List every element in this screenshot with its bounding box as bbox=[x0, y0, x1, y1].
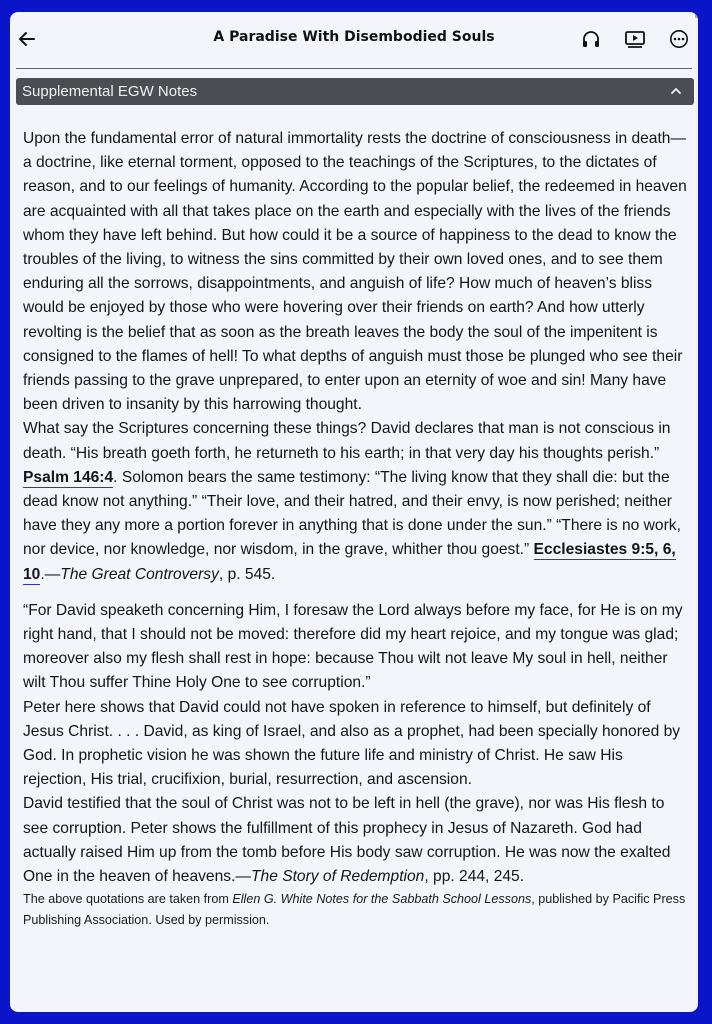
footnote bbox=[23, 889, 688, 931]
paragraph bbox=[23, 792, 688, 889]
scripture-link-psalm[interactable]: Psalm 146:4 bbox=[23, 468, 114, 486]
paragraph-text: .— bbox=[40, 565, 61, 583]
header-actions bbox=[578, 26, 692, 52]
source-title: The Great Controversy bbox=[60, 565, 219, 583]
scripture-link-ecclesiastes[interactable]: Ecclesiastes 9:5, 6, 10 bbox=[23, 541, 676, 583]
app-window bbox=[10, 12, 698, 1012]
paragraph-text: David testified that the soul of Christ was not to be left in hell (the grave), nor was His flesh to see corruption. Peter shows the fulfillment of this prophecy in Jesus of Nazareth. God had actually raised Him up from the tomb before His body saw corruption. He was now the exalted One in the heaven of heavens.— bbox=[23, 795, 671, 886]
paragraph: Upon the fundamental error of natural immortality rests the doctrine of consciousness in death—a doctrine, like eternal torment, opposed to the teachings of the Scriptures, to the dictates of reason, and to our feelings of humanity. According to the popular belief, the redeemed in heaven are acquainted with all that takes place on the earth and especially with the lives of the friends whom they have left behind. But how could it be a source of happiness to the dead to know the troubles of the living, to witness the sins committed by their own loved ones, and to see them enduring all the sorrows, disappointments, and anguish of life? How much of heaven’s bliss would be enjoyed by those who were hovering over their friends on earth? And how utterly revolting is the belief that as soon as the breath leaves the body the soul of the impenitent is consigned to the flames of hell! To what depths of anguish must those be plunged who see their friends passing to the grave unprepared, to enter upon an eternity of woe and sin! Many have been driven to insanity by this harrowing thought. bbox=[23, 130, 687, 414]
more-options-icon[interactable] bbox=[666, 26, 692, 52]
footnote-source: Ellen G. White Notes for the Sabbath School Lessons bbox=[232, 892, 532, 907]
section-header[interactable] bbox=[16, 78, 694, 105]
section-title: Supplemental EGW Notes bbox=[22, 83, 198, 100]
page-title: A Paradise With Disembodied Souls bbox=[213, 29, 495, 45]
footnote-text: The above quotations are taken from bbox=[23, 892, 233, 907]
paragraph bbox=[23, 417, 688, 586]
top-bar bbox=[10, 12, 698, 66]
paragraph-text: , pp. 244, 245. bbox=[424, 868, 525, 886]
footnote-text: , published by Pacific Press Publishing Association. Used by permission. bbox=[23, 892, 686, 928]
headphones-icon[interactable] bbox=[578, 26, 604, 52]
chevron-up-icon[interactable] bbox=[668, 83, 684, 99]
paragraph-text: What say the Scriptures concerning these things? David declares that man is not conscious in death. “His breath goeth forth, he returneth to his earth; in that very day his thoughts perish.” bbox=[23, 420, 671, 462]
paragraph: “For David speaketh concerning Him, I foresaw the Lord always before my face, for He is on my right hand, that I should not be moved: therefore did my heart rejoice, and my tongue was glad; moreover also my flesh shall rest in hope: because Thou wilt not leave My soul in hell, neither wilt Thou suffer Thine Holy One to see corruption.” bbox=[23, 601, 683, 692]
paragraph-text: . Solomon bears the same testimony: “The living know that they shall die: but the dead know not anything.” “Their love, and their hatred, and their envy, is now perished; neither have they any more a portion forever in anything that is done under the sun.” “There is no work, nor device, nor knowledge, nor wisdom, in the grave, whither thou goest.” bbox=[23, 468, 681, 559]
notes-content bbox=[23, 127, 688, 931]
play-video-icon[interactable] bbox=[622, 26, 648, 52]
source-title: The Story of Redemption bbox=[251, 868, 425, 886]
header-divider bbox=[16, 68, 692, 69]
paragraph-text: , p. 545. bbox=[218, 565, 276, 583]
paragraph: Peter here shows that David could not have spoken in reference to himself, but definitely of Jesus Christ. . . . David, as king of Israel, and also as a prophet, had been specially honored by God. In prophetic vision he was shown the future life and ministry of Christ. He saw His rejection, His trial, crucifixion, burial, resurrection, and ascension. bbox=[23, 698, 681, 789]
